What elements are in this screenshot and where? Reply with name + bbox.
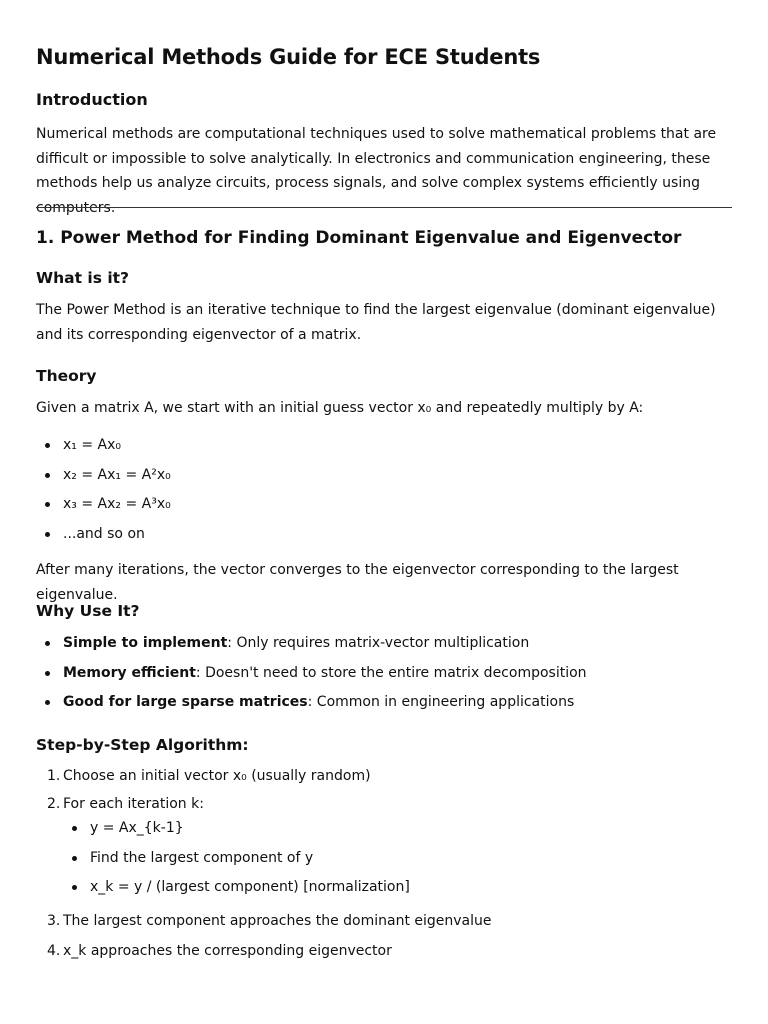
step-text: For each iteration k: (63, 796, 204, 812)
list-item (36, 633, 587, 663)
list-item: y = Ax_{k-1} (63, 818, 492, 848)
section-divider (36, 207, 732, 208)
list-item: x₁ = Ax₀ (36, 435, 171, 465)
algorithm-heading: Step-by-Step Algorithm: (36, 736, 249, 754)
list-item-text: : Doesn't need to store the entire matrix decomposition (195, 664, 587, 681)
algorithm-step (36, 766, 492, 794)
substeps-list (63, 818, 492, 907)
step-number: 1. (47, 768, 61, 784)
algorithm-steps (36, 766, 492, 970)
intro-paragraph: Numerical methods are computational techniques used to solve mathematical problems that are difficult or impossible to solve analytically. In electronics and communication engineering, these methods help us analyze circuits, process signals, and solve complex systems efficiently using computers. (36, 126, 717, 216)
theory-intro: Given a matrix A, we start with an initial guess vector x₀ and repeatedly multiply by A: (36, 400, 644, 416)
algorithm-step (36, 794, 492, 911)
list-item-bold: Good for large sparse matrices (63, 694, 308, 710)
what-heading: What is it? (36, 269, 130, 287)
theory-heading: Theory (36, 367, 97, 385)
why-list (36, 633, 587, 722)
list-item: x₃ = Ax₂ = A³x₀ (36, 494, 171, 524)
step-text: The largest component approaches the dominant eigenvalue (63, 913, 492, 929)
algorithm-step (36, 911, 492, 941)
algorithm-step (36, 941, 492, 971)
step-number: 3. (47, 913, 61, 929)
why-heading: Why Use It? (36, 602, 140, 620)
list-item-bold: Simple to implement (63, 635, 228, 651)
what-paragraph: The Power Method is an iterative technique to find the largest eigenvalue (dominant eigenvalue) and its corresponding eigenvector of a matrix. (36, 302, 716, 343)
page-title: Numerical Methods Guide for ECE Students (36, 45, 541, 69)
list-item-text: : Common in engineering applications (307, 694, 575, 710)
list-item-text: : Only requires matrix-vector multiplication (227, 635, 530, 651)
theory-conclusion: After many iterations, the vector converges to the eigenvector corresponding to the largest eigenvalue. (36, 562, 679, 603)
list-item-bold: Memory efficient (63, 664, 196, 681)
list-item (36, 692, 587, 722)
step-text: x_k approaches the corresponding eigenvector (63, 942, 392, 959)
step-number: 2. (47, 796, 61, 812)
intro-heading: Introduction (36, 90, 148, 109)
section1-heading: 1. Power Method for Finding Dominant Eigenvalue and Eigenvector (36, 228, 682, 248)
list-item (36, 663, 587, 693)
step-number: 4. (47, 942, 61, 959)
list-item: x_k = y / (largest component) [normalization] (63, 877, 492, 907)
step-text: Choose an initial vector x₀ (usually random) (63, 768, 371, 784)
list-item: Find the largest component of y (63, 848, 492, 878)
theory-list (36, 435, 171, 553)
list-item: ...and so on (36, 524, 171, 554)
list-item: x₂ = Ax₁ = A²x₀ (36, 465, 171, 495)
